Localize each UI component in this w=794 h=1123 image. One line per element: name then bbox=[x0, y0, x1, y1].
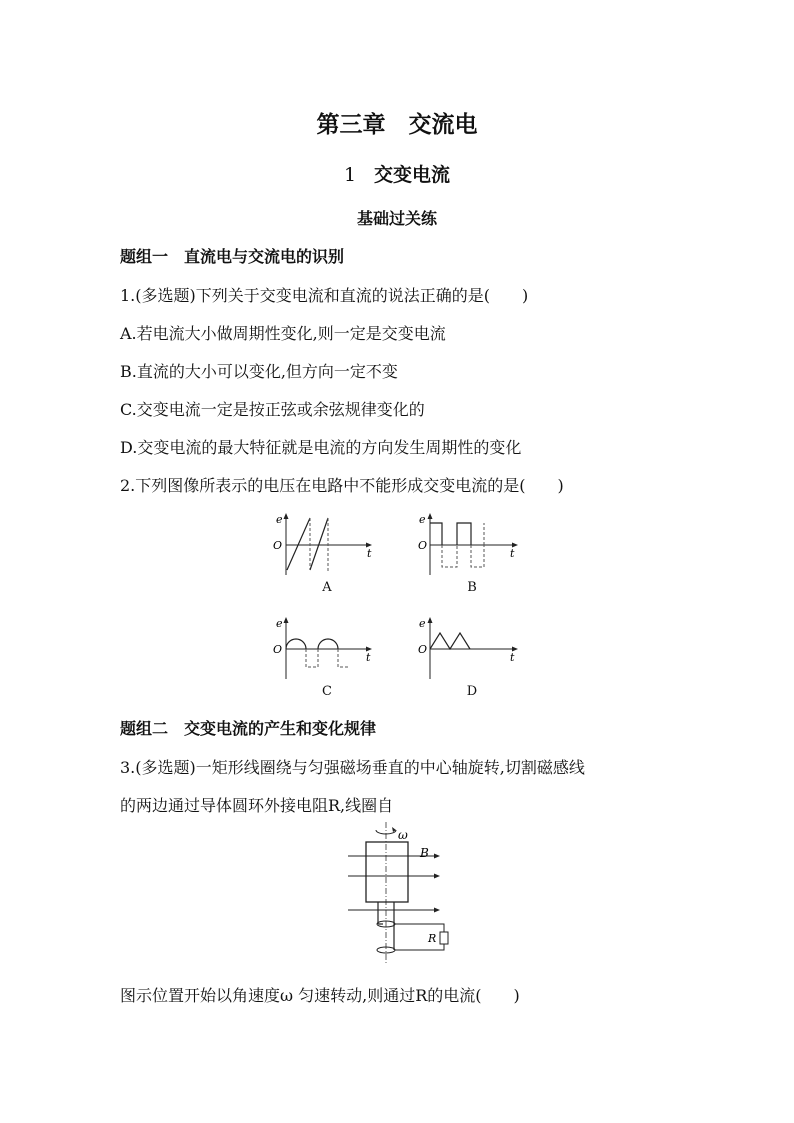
q3-stem-line3: 图示位置开始以角速度ω 匀速转动,则通过R的电流( ) bbox=[120, 986, 520, 1005]
field-label: B bbox=[420, 846, 429, 860]
graph-a-x-label: t bbox=[367, 547, 372, 560]
q1-stem: 1.(多选题)下列关于交变电流和直流的说法正确的是( ) bbox=[120, 286, 529, 305]
graph-a bbox=[268, 510, 378, 580]
lesson-title: 交变电流 bbox=[374, 164, 451, 186]
graph-b bbox=[414, 510, 524, 580]
graph-c-x-label: t bbox=[366, 651, 371, 664]
lesson-heading bbox=[0, 160, 794, 187]
graph-c-label: C bbox=[322, 684, 332, 699]
graph-c-y-label: e bbox=[276, 617, 283, 630]
graph-d-origin: O bbox=[418, 643, 428, 656]
graph-a-y-label: e bbox=[276, 513, 283, 526]
practice-title: 基础过关练 bbox=[356, 209, 437, 228]
lesson-number: 1 bbox=[343, 164, 357, 186]
graph-a-origin: O bbox=[273, 539, 283, 552]
group2-title: 题组二 交变电流的产生和变化规律 bbox=[120, 719, 377, 738]
group1-title: 题组一 直流电与交流电的识别 bbox=[120, 247, 345, 266]
q2-stem: 2.下列图像所表示的电压在电路中不能形成交变电流的是( ) bbox=[120, 476, 564, 495]
q1-option-b: B.直流的大小可以变化,但方向一定不变 bbox=[120, 362, 398, 381]
q3-stem-line1: 3.(多选题)一矩形线圈绕与匀强磁场垂直的中心轴旋转,切割磁感线 bbox=[120, 758, 585, 777]
q1-option-a: A.若电流大小做周期性变化,则一定是交变电流 bbox=[120, 324, 446, 343]
graph-b-x-label: t bbox=[510, 547, 515, 560]
graph-c-origin: O bbox=[273, 643, 283, 656]
q1-option-c: C.交变电流一定是按正弦或余弦规律变化的 bbox=[120, 400, 425, 419]
graph-d-y-label: e bbox=[419, 617, 426, 630]
q3-coil-figure bbox=[340, 818, 470, 968]
graph-a-label: A bbox=[322, 580, 332, 595]
q3-stem-line2: 的两边通过导体圆环外接电阻R,线圈自 bbox=[120, 796, 394, 815]
q1-option-d: D.交变电流的最大特征就是电流的方向发生周期性的变化 bbox=[120, 438, 522, 457]
chapter-title: 第三章 交流电 bbox=[316, 112, 478, 138]
graph-d-x-label: t bbox=[510, 651, 515, 664]
resistor-label: R bbox=[428, 932, 437, 945]
omega-label: ω bbox=[398, 828, 408, 842]
graph-c bbox=[268, 614, 378, 684]
graph-d bbox=[414, 614, 524, 684]
graph-b-origin: O bbox=[418, 539, 428, 552]
graph-b-label: B bbox=[467, 580, 477, 595]
graph-d-label: D bbox=[466, 684, 478, 699]
graph-b-y-label: e bbox=[419, 513, 426, 526]
